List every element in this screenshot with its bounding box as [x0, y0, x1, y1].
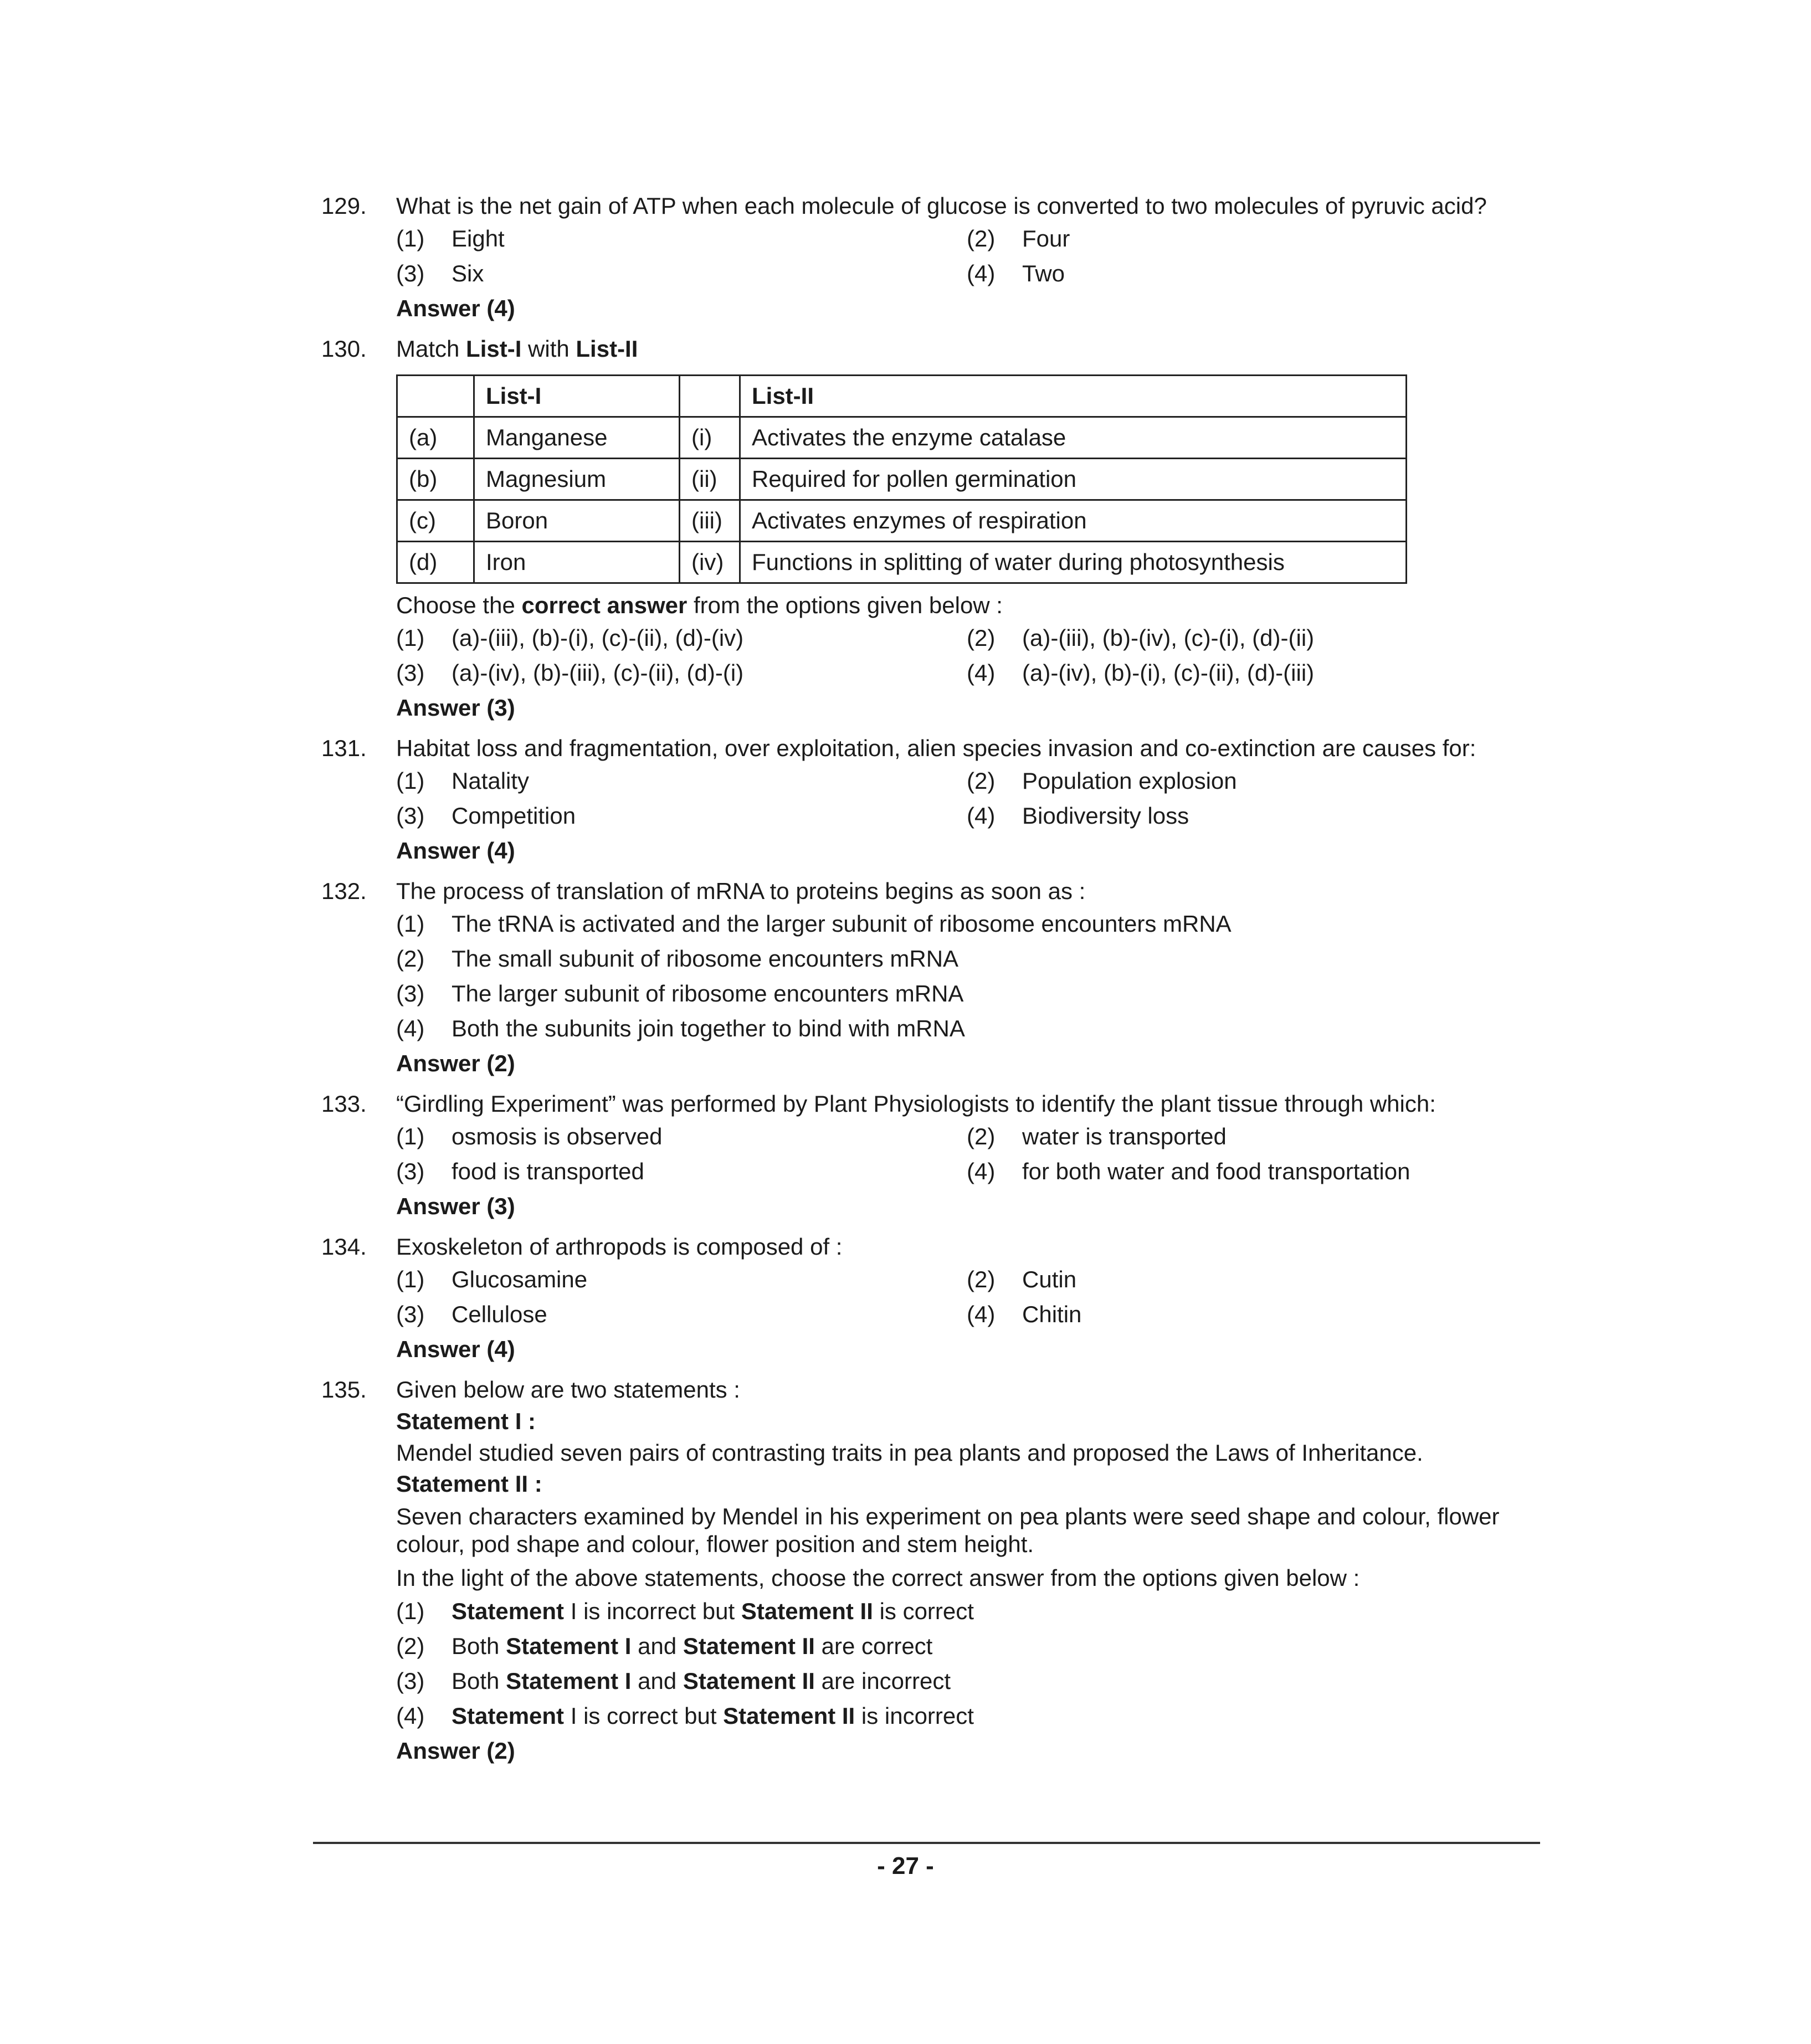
option-4: (4) (a)-(iv), (b)-(i), (c)-(ii), (d)-(iii): [967, 660, 1315, 686]
option-1: (1) The tRNA is activated and the larger subunit of ribosome encounters mRNA: [396, 911, 1232, 937]
question-134: [321, 1232, 1551, 1367]
option-text: [452, 1596, 974, 1627]
answer: Answer (2): [396, 1050, 515, 1077]
statement-2-label: Statement II :: [396, 1471, 542, 1497]
question-text: The process of translation of mRNA to proteins begins as soon as :: [396, 878, 1086, 904]
question-text: Exoskeleton of arthropods is composed of :: [396, 1234, 843, 1260]
option-2: (2) The small subunit of ribosome encounters mRNA: [396, 946, 959, 972]
statement-ref: Statement II: [683, 1633, 815, 1660]
question-text: Habitat loss and fragmentation, over exploitation, alien species invasion and co-extinction are causes for:: [396, 735, 1476, 761]
answer: Answer (4): [396, 295, 515, 322]
list-1-header: List-I: [474, 376, 680, 417]
question-number: 132.: [321, 878, 367, 904]
option-4: (4) Statement I is correct but Statement II is incorrect: [396, 1699, 1551, 1734]
options-grid: [396, 621, 1551, 691]
option-text-part: are correct: [814, 1633, 933, 1660]
option-2: (2) Four: [967, 225, 1070, 252]
option-1: (1) Eight: [396, 225, 505, 252]
instruction: In the light of the above statements, choose the correct answer from the options given below :: [396, 1564, 1360, 1591]
option-text-part: is incorrect: [855, 1703, 974, 1729]
options-grid: [396, 222, 1551, 291]
question-number: 129.: [321, 193, 367, 219]
option-1: (1) Statement I is incorrect but Statement II is correct: [396, 1594, 1551, 1629]
question-number: 133.: [321, 1091, 367, 1117]
question-text: What is the net gain of ATP when each molecule of glucose is converted to two molecules of pyruvic acid?: [396, 193, 1487, 219]
statement-ref: Statement II: [683, 1668, 815, 1694]
answer: Answer (4): [396, 838, 515, 864]
option-1: (1) Natality: [396, 768, 530, 794]
option-text-part: I is incorrect but: [564, 1598, 741, 1625]
option-1: (1) osmosis is observed: [396, 1123, 663, 1150]
option-3: (3) The larger subunit of ribosome encounters mRNA: [396, 980, 964, 1007]
question-number: 130.: [321, 336, 367, 362]
page-number: - 27 -: [877, 1852, 934, 1879]
answer: Answer (4): [396, 1336, 515, 1363]
choose-instruction: Choose the correct answer from the options given below :: [396, 592, 1003, 618]
question-132: [321, 876, 1551, 1081]
option-3: (3) (a)-(iv), (b)-(iii), (c)-(ii), (d)-(i): [396, 660, 744, 686]
option-text: [452, 1666, 951, 1697]
option-1: (1) (a)-(iii), (b)-(i), (c)-(ii), (d)-(iv): [396, 625, 744, 651]
question-number: 134.: [321, 1234, 367, 1260]
list-2-header: List-II: [740, 376, 1407, 417]
option-3: (3) Six: [396, 260, 484, 287]
answer: Answer (3): [396, 695, 515, 721]
statement-ref: Statement: [452, 1703, 565, 1729]
table-row: (c) Boron (iii) Activates enzymes of respiration: [397, 500, 1407, 542]
question-number: 135.: [321, 1377, 367, 1403]
question-number: 131.: [321, 735, 367, 761]
statement-ref: Statement I: [506, 1668, 632, 1694]
statement-2-text: Seven characters examined by Mendel in his experiment on pea plants were seed shape and colour, flower colour, pod shape and colour, flower position and stem height.: [396, 1503, 1500, 1558]
option-2: (2) Both Statement I and Statement II are correct: [396, 1629, 1551, 1664]
question-130: [321, 334, 1551, 726]
option-4: (4) Two: [967, 260, 1065, 287]
option-text-part: and: [631, 1633, 683, 1660]
option-2: (2) Population explosion: [967, 768, 1237, 794]
match-table: [396, 374, 1407, 584]
question-133: [321, 1089, 1551, 1224]
statement-ref: Statement: [452, 1598, 565, 1625]
option-text-part: Both: [452, 1668, 506, 1694]
question-129: [321, 191, 1551, 326]
statement-1-text: Mendel studied seven pairs of contrasting traits in pea plants and proposed the Laws of Inheritance.: [396, 1439, 1423, 1466]
question-135: [321, 1375, 1551, 1769]
table-header-row: [397, 376, 1407, 417]
question-text: “Girdling Experiment” was performed by Plant Physiologists to identify the plant tissue through which:: [396, 1091, 1436, 1117]
table-row: (d) Iron (iv) Functions in splitting of water during photosynthesis: [397, 542, 1407, 583]
option-3: (3) Competition: [396, 803, 576, 829]
option-3: (3) food is transported: [396, 1158, 644, 1185]
options-grid: [396, 1262, 1551, 1332]
option-text-part: is correct: [873, 1598, 974, 1625]
option-4: (4) Biodiversity loss: [967, 803, 1189, 829]
option-2: (2) water is transported: [967, 1123, 1227, 1150]
option-3: (3) Cellulose: [396, 1301, 547, 1328]
option-2: (2) (a)-(iii), (b)-(iv), (c)-(i), (d)-(ii): [967, 625, 1315, 651]
option-text-part: and: [631, 1668, 683, 1694]
options-grid: [396, 1119, 1551, 1189]
option-4: (4) for both water and food transportation: [967, 1158, 1410, 1185]
option-4: (4) Chitin: [967, 1301, 1082, 1328]
statement-1-label: Statement I :: [396, 1408, 536, 1434]
statement-ref: Statement I: [506, 1633, 632, 1660]
answer: Answer (2): [396, 1738, 515, 1764]
option-text-part: are incorrect: [814, 1668, 951, 1694]
question-text: Match List-I with List-II: [396, 336, 638, 362]
table-row: (b) Magnesium (ii) Required for pollen germination: [397, 459, 1407, 500]
statement-ref: Statement II: [741, 1598, 873, 1625]
option-4: (4) Both the subunits join together to bind with mRNA: [396, 1015, 965, 1042]
option-2: (2) Cutin: [967, 1266, 1077, 1293]
table-row: (a) Manganese (i) Activates the enzyme catalase: [397, 417, 1407, 459]
option-text-part: I is correct but: [564, 1703, 724, 1729]
option-text-part: Both: [452, 1633, 506, 1660]
options-grid: [396, 764, 1551, 834]
answer: Answer (3): [396, 1193, 515, 1220]
question-131: [321, 733, 1551, 869]
footer-divider: [313, 1842, 1540, 1844]
question-list: [321, 191, 1551, 1769]
question-text: Given below are two statements :: [396, 1377, 740, 1403]
option-1: (1) Glucosamine: [396, 1266, 588, 1293]
option-3: (3) Both Statement I and Statement II are incorrect: [396, 1664, 1551, 1699]
option-text: [452, 1701, 974, 1732]
statement-ref: Statement II: [723, 1703, 855, 1729]
option-text: [452, 1631, 932, 1662]
